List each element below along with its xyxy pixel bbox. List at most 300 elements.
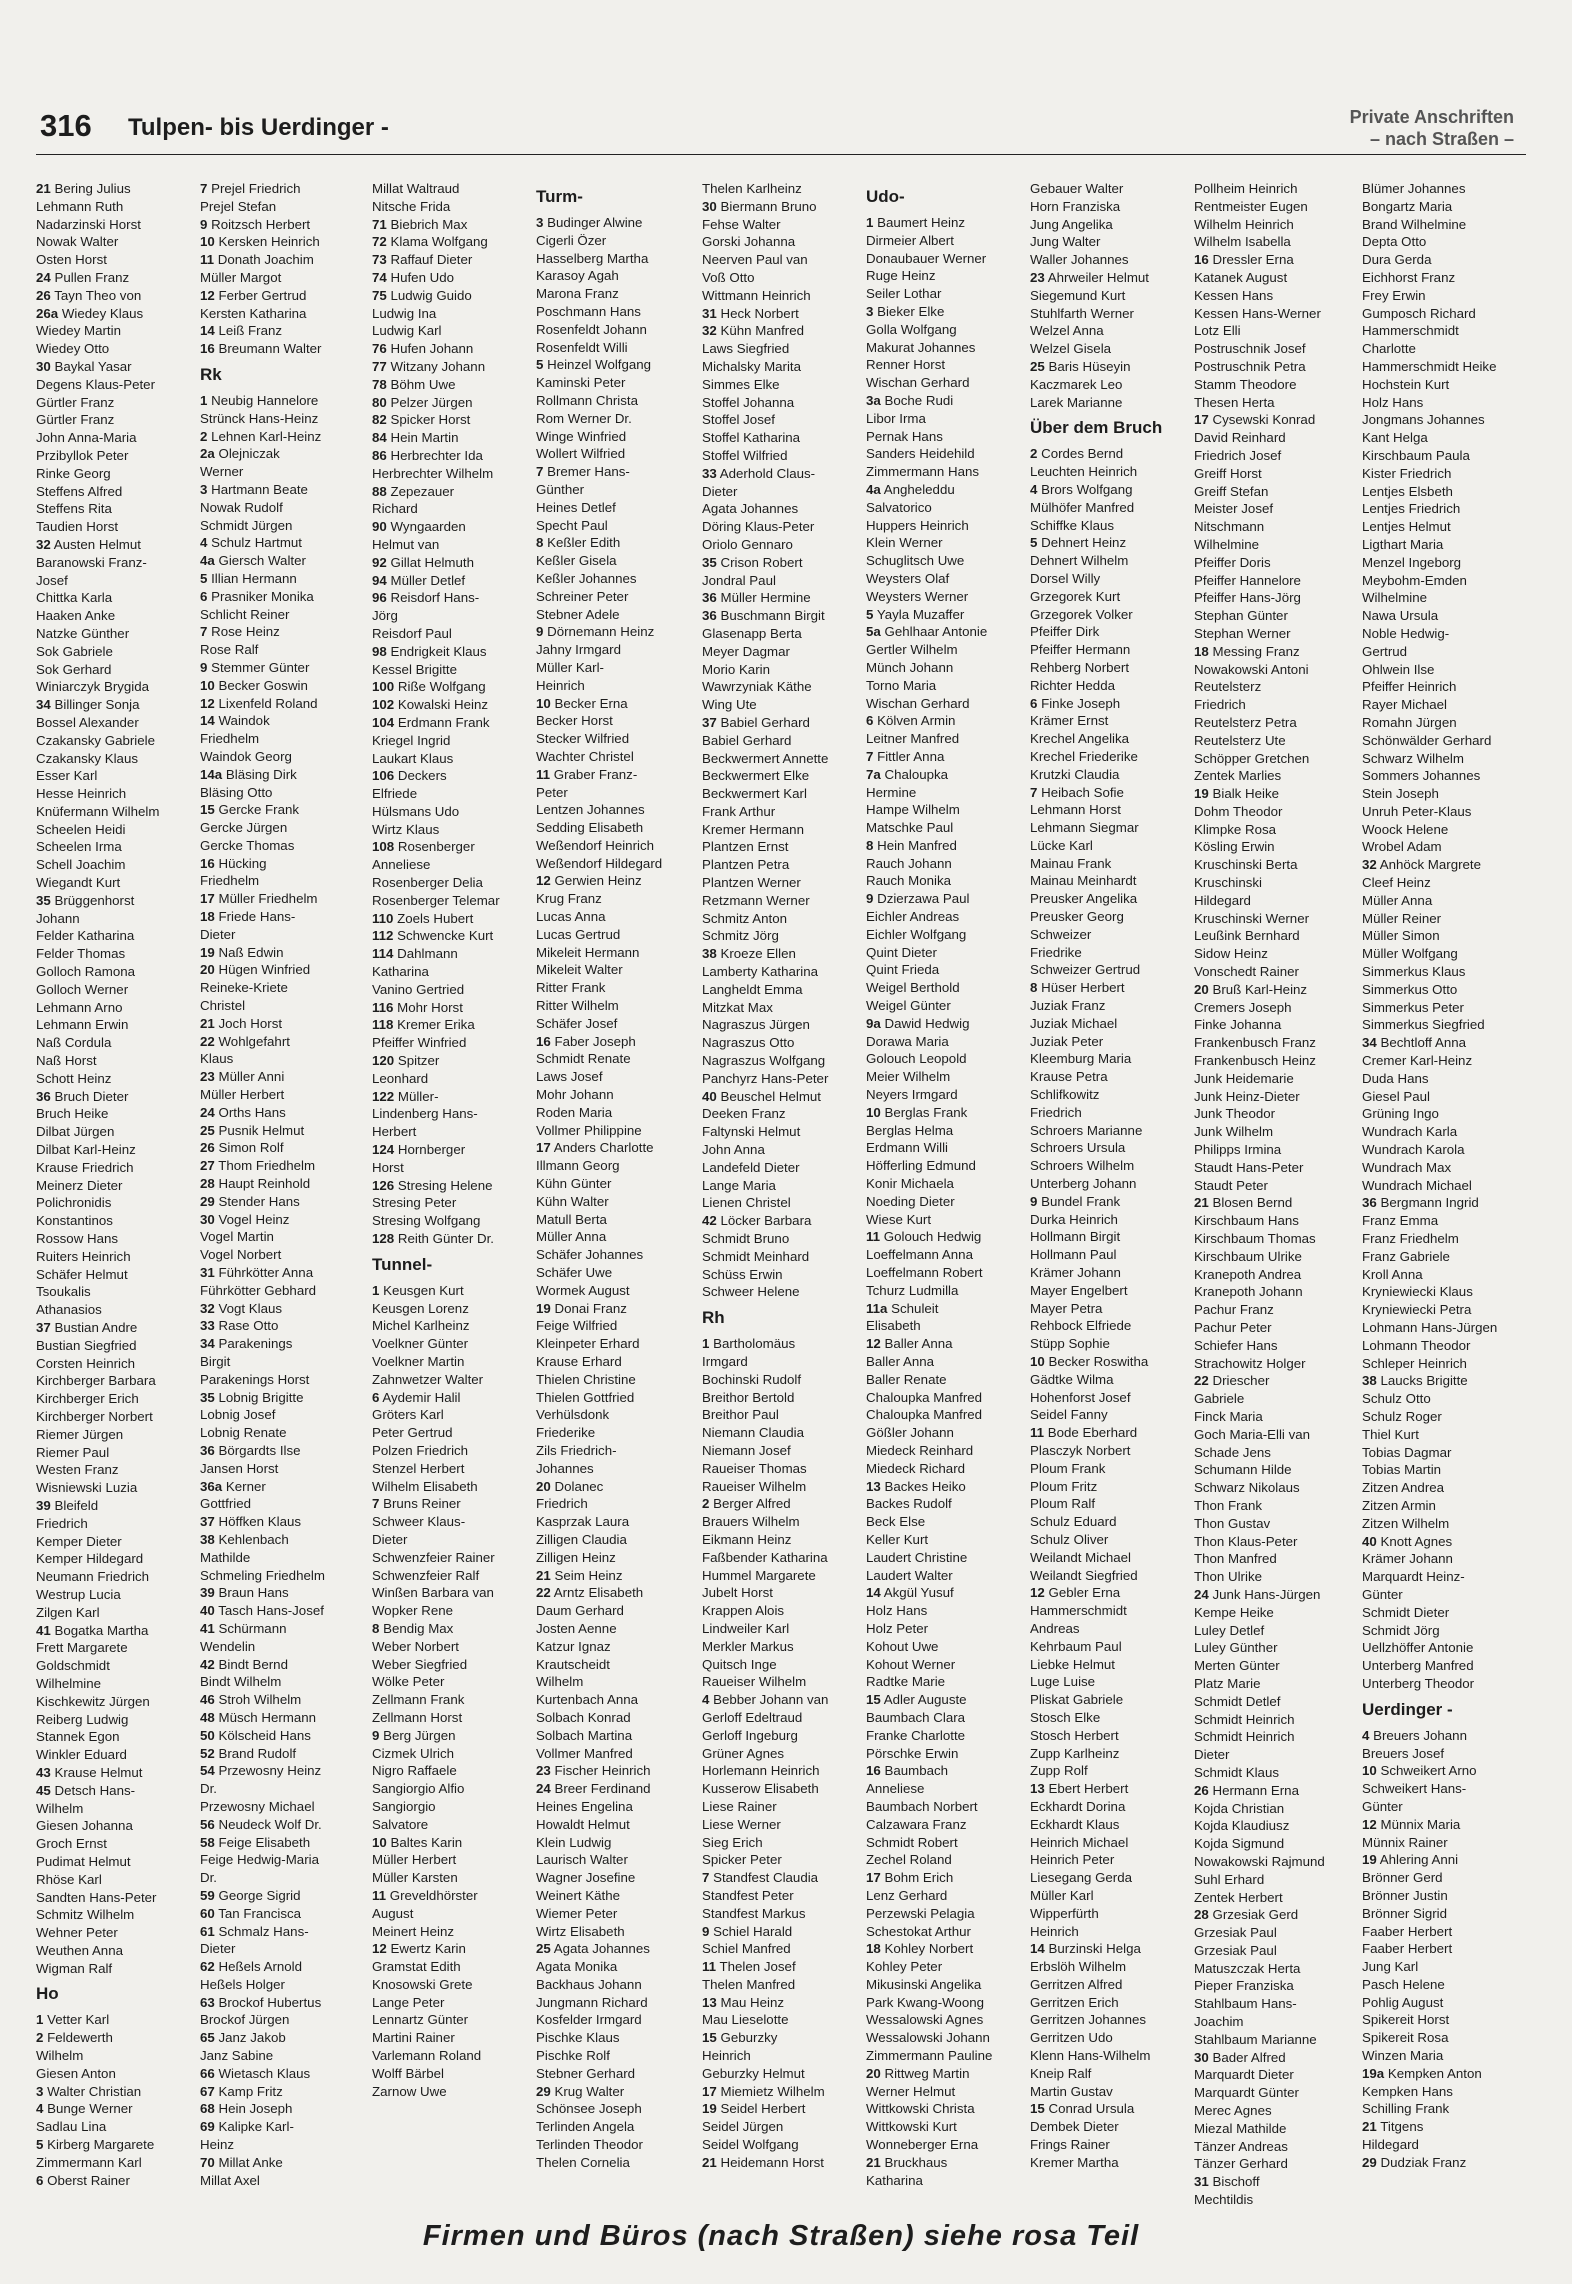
directory-entry: Neerven Paul van: [702, 252, 808, 268]
directory-entry: 104 Erdmann Frank: [372, 714, 490, 730]
directory-entry: Felder Thomas: [36, 946, 126, 962]
directory-entry: Mikusinski Angelika: [866, 1976, 982, 1992]
directory-entry: Schestokat Arthur: [866, 1923, 971, 1939]
directory-entry: Kant Helga: [1362, 430, 1428, 446]
directory-entry: Schöpper Gretchen: [1194, 750, 1310, 766]
directory-entry: Lienen Christel: [702, 1195, 791, 1211]
directory-entry: Laudert Christine: [866, 1549, 968, 1565]
directory-entry: 12 Gerwien Heinz: [536, 873, 642, 889]
house-number: 124: [372, 1142, 395, 1158]
directory-entry: Varlemann Roland: [372, 2048, 482, 2064]
directory-entry: Gerritzen Erich: [1030, 1994, 1119, 2010]
directory-entry: Faaber Herbert: [1362, 1923, 1453, 1939]
directory-entry: 39 Bleifeld: [36, 1497, 99, 1513]
house-number: 40: [702, 1088, 717, 1104]
directory-entry: Scheelen Heidi: [36, 821, 126, 837]
directory-entry: 16 Baumbach: [866, 1763, 949, 1779]
directory-entry: Parakenings Horst: [200, 1371, 310, 1387]
directory-entry: Lindweiler Karl: [702, 1620, 790, 1636]
column-2: [200, 180, 372, 2189]
directory-entry: Zilligen Heinz: [536, 1549, 616, 1565]
directory-entry: Dirmeier Albert: [866, 232, 954, 248]
directory-entry: Kremer Martha: [1030, 2154, 1119, 2170]
directory-entry: 9 Stemmer Günter: [200, 659, 310, 675]
directory-entry: Baumbach Norbert: [866, 1798, 978, 1814]
house-number: 5: [1030, 535, 1038, 551]
directory-entry: 122 Müller-: [372, 1088, 439, 1104]
directory-entry: 108 Rosenberger: [372, 839, 475, 855]
house-number: 90: [372, 519, 387, 535]
directory-entry: 28 Grzesiak Gerd: [1194, 1907, 1299, 1923]
directory-entry: Stenzel Herbert: [372, 1460, 465, 1476]
directory-entry: Müller Anna: [536, 1229, 607, 1245]
directory-entry: Wiegandt Kurt: [36, 875, 121, 891]
directory-entry: Wisniewski Luzia: [36, 1480, 138, 1496]
directory-entry: Lentjes Friedrich: [1362, 501, 1461, 517]
directory-entry: Agata Monika: [536, 1959, 618, 1975]
directory-entry: 42 Löcker Barbara: [702, 1213, 812, 1229]
directory-entry: 36 Bergmann Ingrid: [1362, 1195, 1479, 1211]
house-number: 15: [702, 2030, 717, 2046]
directory-entry: Pfeiffer Dirk: [1030, 624, 1100, 640]
directory-entry: 7 Fittler Anna: [866, 748, 945, 764]
directory-entry: Hummel Margarete: [702, 1567, 816, 1583]
directory-entry: Schwenzfeier Ralf: [372, 1567, 480, 1583]
directory-entry: Giesel Paul: [1362, 1088, 1430, 1104]
directory-entry: Knüfermann Wilhelm: [36, 803, 160, 819]
directory-entry: Schmitz Wilhelm: [36, 1907, 135, 1923]
house-number: 7: [200, 181, 208, 196]
house-number: 19: [702, 2101, 717, 2117]
directory-entry: Chaloupka Manfred: [866, 1389, 983, 1405]
directory-entry: Herbert: [372, 1124, 417, 1140]
directory-entry: Gertler Wilhelm: [866, 642, 958, 658]
directory-entry: Joachim: [1194, 2014, 1244, 2030]
directory-entry: Lange Peter: [372, 1994, 445, 2010]
directory-entry: 2 Feldewerth: [36, 2030, 113, 2046]
house-number: 12: [200, 695, 215, 711]
directory-entry: Ritter Frank: [536, 980, 606, 996]
directory-entry: Krause Friedrich: [36, 1159, 134, 1175]
directory-entry: 69 Kalipke Karl-: [200, 2119, 294, 2135]
directory-entry: Stamm Theodore: [1194, 376, 1297, 392]
directory-entry: Nowakowski Rajmund: [1194, 1853, 1325, 1869]
directory-entry: Weysters Olaf: [866, 570, 950, 586]
directory-entry: Marquardt Heinz-: [1362, 1569, 1465, 1585]
directory-entry: Dieter: [200, 1941, 236, 1957]
house-number: 26a: [36, 305, 59, 321]
directory-entry: Pfeiffer Hannelore: [1194, 572, 1301, 588]
directory-entry: Stüpp Sophie: [1030, 1336, 1110, 1352]
directory-entry: Irmgard: [702, 1354, 748, 1369]
directory-entry: Wiese Kurt: [866, 1211, 932, 1227]
directory-entry: Baranowski Franz-: [36, 554, 147, 570]
directory-entry: Elfriede: [372, 786, 418, 802]
directory-entry: Klein Werner: [866, 535, 943, 551]
directory-entry: Esser Karl: [36, 768, 98, 784]
directory-entry: Quint Frieda: [866, 962, 940, 978]
directory-entry: Katzur Ignaz: [536, 1638, 611, 1654]
directory-entry: 11 Greveldhörster: [372, 1887, 478, 1903]
directory-entry: Müller Simon: [1362, 928, 1440, 944]
directory-entry: Schmidt Bruno: [702, 1231, 790, 1247]
house-number: 16: [200, 341, 215, 357]
house-number: 32: [702, 323, 717, 339]
house-number: 110: [372, 910, 394, 926]
directory-entry: Katanek August: [1194, 269, 1288, 285]
house-number: 71: [372, 216, 387, 232]
directory-entry: Dorsel Willy: [1030, 570, 1101, 586]
directory-entry: Friedrike: [1030, 944, 1082, 960]
directory-entry: Liesegang Gerda: [1030, 1870, 1133, 1886]
directory-entry: Weigel Günter: [866, 998, 951, 1014]
directory-entry: Naß Horst: [36, 1053, 97, 1069]
directory-entry: Ludwig Karl: [372, 323, 442, 339]
section-title-line-2: – nach Straßen –: [1369, 129, 1514, 149]
directory-entry: Schulz Otto: [1362, 1391, 1431, 1407]
directory-entry: Kirchberger Barbara: [36, 1373, 156, 1389]
house-number: 18: [866, 1941, 881, 1957]
directory-entry: Friederike: [536, 1425, 596, 1441]
directory-entry: Millat Waltraud: [372, 181, 460, 196]
directory-entry: Postruschnik Petra: [1194, 358, 1306, 374]
directory-entry: Dr.: [200, 1781, 217, 1797]
directory-entry: Preusker Angelika: [1030, 891, 1138, 907]
house-number: 17: [1194, 412, 1209, 428]
house-number: 25: [200, 1122, 215, 1138]
directory-entry: Heinrich: [702, 2048, 751, 2064]
directory-entry: Nigro Raffaele: [372, 1763, 457, 1779]
directory-entry: Seiler Lothar: [866, 286, 942, 302]
house-number: 29: [200, 1193, 215, 1209]
directory-entry: Steffens Rita: [36, 501, 112, 517]
directory-entry: Berglas Helma: [866, 1122, 954, 1138]
directory-entry: Beckwermert Annette: [702, 750, 829, 766]
directory-entry: 5 Illian Hermann: [200, 570, 297, 586]
directory-entry: Depta Otto: [1362, 234, 1427, 250]
directory-entry: 35 Crison Robert: [702, 554, 803, 570]
directory-entry: Kremer Hermann: [702, 821, 804, 837]
directory-entry: Schmitz Jörg: [702, 928, 779, 944]
house-number: 11: [536, 766, 551, 782]
house-number: 23: [1030, 269, 1045, 285]
house-number: 21: [1362, 2119, 1377, 2135]
directory-entry: 33 Aderhold Claus-: [702, 465, 816, 481]
directory-entry: Heinrich: [1030, 1923, 1079, 1939]
directory-entry: Corsten Heinrich: [36, 1355, 136, 1371]
directory-entry: Schmidt Renate: [536, 1051, 631, 1067]
street-heading: Uerdinger -: [1362, 1699, 1453, 1719]
directory-entry: Steffens Alfred: [36, 483, 123, 499]
directory-entry: Stebner Gerhard: [536, 2065, 636, 2081]
house-number: 75: [372, 287, 387, 303]
house-number: 4: [1362, 1727, 1370, 1743]
directory-entry: Goch Maria-Elli van: [1194, 1426, 1311, 1442]
page-number: 316: [40, 108, 92, 143]
house-number: 17: [536, 1140, 551, 1156]
directory-entry: Wessalowski Agnes: [866, 2012, 984, 2028]
directory-entry: Meier Wilhelm: [866, 1069, 951, 1085]
directory-entry: Staudt Hans-Peter: [1194, 1159, 1304, 1175]
directory-entry: Hollmann Paul: [1030, 1247, 1117, 1263]
directory-entry: 25 Baris Hüseyin: [1030, 358, 1131, 374]
directory-entry: 19 Donai Franz: [536, 1300, 627, 1316]
directory-entry: 14 Leiß Franz: [200, 323, 283, 339]
directory-entry: 30 Bader Alfred: [1194, 2049, 1286, 2065]
directory-entry: Gercke Thomas: [200, 837, 295, 853]
directory-entry: Beckwermert Elke: [702, 768, 810, 784]
directory-entry: Stosch Elke: [1030, 1709, 1101, 1725]
directory-entry: Daum Gerhard: [536, 1603, 624, 1619]
directory-entry: Jansen Horst: [200, 1460, 279, 1476]
house-number: 19: [536, 1300, 551, 1316]
directory-entry: Winkler Eduard: [36, 1747, 127, 1763]
directory-entry: 126 Stresing Helene: [372, 1177, 493, 1193]
directory-entry: Wundrach Karla: [1362, 1124, 1458, 1140]
directory-entry: Kühn Günter: [536, 1176, 612, 1192]
directory-entry: Meinerz Dieter: [36, 1177, 123, 1193]
directory-entry: Leitner Manfred: [866, 731, 960, 747]
directory-entry: Kister Friedrich: [1362, 465, 1452, 481]
directory-entry: Lucas Gertrud: [536, 926, 621, 942]
directory-entry: Hampe Wilhelm: [866, 802, 960, 818]
directory-entry: Calzawara Franz: [866, 1816, 967, 1832]
house-number: 32: [200, 1300, 215, 1316]
directory-entry: 14 Akgül Yusuf: [866, 1585, 954, 1601]
directory-entry: 4 Brors Wolfgang: [1030, 481, 1133, 497]
directory-entry: David Reinhard: [1194, 430, 1286, 446]
directory-entry: Schönwälder Gerhard: [1362, 732, 1492, 748]
directory-entry: Kasprzak Laura: [536, 1514, 630, 1530]
directory-entry: 38 Kehlenbach: [200, 1531, 289, 1547]
directory-entry: Lotz Elli: [1194, 323, 1241, 339]
directory-entry: Kirschbaum Thomas: [1194, 1231, 1316, 1247]
directory-entry: Stoffel Johanna: [702, 394, 795, 410]
directory-entry: Rosenfeldt Johann: [536, 321, 647, 337]
house-number: 19: [1362, 1852, 1377, 1868]
directory-entry: 9 Bundel Frank: [1030, 1193, 1121, 1209]
directory-entry: Wundrach Karola: [1362, 1142, 1465, 1158]
directory-entry: 10 Baltes Karin: [372, 1834, 463, 1850]
directory-entry: Leonhard: [372, 1070, 429, 1086]
directory-entry: Wawrzyniak Käthe: [702, 679, 812, 695]
house-number: 38: [702, 946, 717, 962]
directory-entry: Lehmann Siegmar: [1030, 820, 1139, 836]
directory-entry: Schönsee Joseph: [536, 2101, 642, 2117]
directory-entry: Friedrich: [536, 1496, 588, 1512]
directory-entry: Schweer Klaus-: [372, 1514, 466, 1530]
house-number: 38: [200, 1531, 215, 1547]
directory-entry: Richter Hedda: [1030, 677, 1115, 693]
directory-entry: Plasczyk Norbert: [1030, 1442, 1131, 1458]
house-number: 8: [1030, 980, 1038, 996]
directory-entry: 19a Kempken Anton: [1362, 2065, 1482, 2081]
house-number: 34: [200, 1336, 215, 1352]
directory-entry: 15 Geburzky: [702, 2030, 778, 2046]
house-number: 12: [1362, 1816, 1377, 1832]
directory-entry: Schroers Wilhelm: [1030, 1158, 1135, 1174]
directory-entry: Illmann Georg: [536, 1158, 620, 1174]
directory-entry: Solbach Konrad: [536, 1709, 631, 1725]
house-number: 16: [536, 1033, 551, 1049]
directory-entry: Hesse Heinrich: [36, 786, 127, 802]
directory-entry: Kranepoth Andrea: [1194, 1266, 1302, 1282]
directory-entry: Postruschnik Josef: [1194, 341, 1306, 357]
directory-entry: Gerloff Edeltraud: [702, 1709, 803, 1725]
directory-entry: Marquardt Dieter: [1194, 2067, 1294, 2083]
directory-entry: 6 Kölven Armin: [866, 713, 956, 729]
directory-entry: Krämer Johann: [1030, 1265, 1121, 1281]
column-7: [1030, 180, 1202, 2172]
directory-entry: Katharina: [372, 964, 429, 980]
house-number: 72: [372, 234, 387, 250]
house-number: 36: [702, 590, 717, 606]
column-5: [702, 180, 874, 2172]
directory-entry: 6 Aydemir Halil: [372, 1389, 461, 1405]
directory-entry: Bläsing Otto: [200, 784, 273, 800]
directory-entry: Wischan Gerhard: [866, 375, 970, 391]
directory-entry: Tobias Dagmar: [1362, 1444, 1452, 1460]
directory-entry: Gößler Johann: [866, 1425, 954, 1441]
house-number: 5: [536, 357, 544, 373]
house-number: 13: [702, 1994, 717, 2010]
directory-entry: 52 Brand Rudolf: [200, 1745, 297, 1761]
directory-entry: Jung Walter: [1030, 234, 1101, 250]
directory-entry: Nagraszus Otto: [702, 1035, 795, 1051]
directory-entry: Fehse Walter: [702, 216, 781, 232]
directory-entry: 34 Billinger Sonja: [36, 697, 140, 713]
house-number: 16: [866, 1763, 881, 1779]
directory-entry: Kessen Hans: [1194, 287, 1274, 303]
directory-entry: Salvatorico: [866, 499, 932, 515]
directory-entry: Thelen Karlheinz: [702, 181, 802, 196]
directory-entry: 39 Braun Hans: [200, 1585, 289, 1601]
house-number: 23: [200, 1069, 215, 1085]
directory-entry: Schiel Manfred: [702, 1941, 791, 1957]
directory-entry: Laudert Walter: [866, 1567, 953, 1583]
directory-entry: Noble Hedwig-: [1362, 625, 1450, 641]
directory-entry: Kessel Brigitte: [372, 661, 457, 677]
house-number: 4: [1030, 481, 1038, 497]
house-number: 37: [702, 714, 717, 730]
directory-entry: Rosenfeldt Willi: [536, 339, 628, 355]
directory-entry: Kruschinski Werner: [1194, 910, 1310, 926]
directory-entry: Lentjes Elsbeth: [1362, 483, 1453, 499]
directory-entry: Loeffelmann Robert: [866, 1265, 983, 1281]
directory-entry: Golloch Werner: [36, 981, 129, 997]
house-number: 3a: [866, 392, 881, 408]
house-number: 96: [372, 590, 387, 606]
directory-entry: Grzesiak Paul: [1194, 1942, 1277, 1958]
directory-entry: Merec Agnes: [1194, 2103, 1272, 2119]
directory-entry: 36 Bruch Dieter: [36, 1088, 129, 1104]
house-number: 26: [200, 1140, 215, 1156]
directory-entry: Stannek Egon: [36, 1729, 120, 1745]
directory-entry: Schmidt Detlef: [1194, 1693, 1281, 1709]
directory-entry: Herbrechter Wilhelm: [372, 465, 494, 481]
directory-entry: Wopker Rene: [372, 1603, 454, 1619]
directory-entry: Friedhelm: [200, 873, 260, 889]
directory-entry: Waindok Georg: [200, 748, 292, 764]
directory-entry: 2 Cordes Bernd: [1030, 446, 1124, 462]
house-number: 36: [702, 608, 717, 624]
house-number: 22: [1194, 1373, 1209, 1389]
directory-entry: Michel Karlheinz: [372, 1318, 470, 1334]
directory-entry: 12 Münnix Maria: [1362, 1816, 1461, 1832]
house-number: 46: [200, 1692, 215, 1708]
directory-entry: Kirschbaum Paula: [1362, 447, 1470, 463]
directory-entry: Voß Otto: [702, 269, 755, 285]
directory-entry: Simmerkus Klaus: [1362, 964, 1466, 980]
house-number: 5: [866, 606, 874, 622]
directory-entry: 19 Seidel Herbert: [702, 2101, 806, 2117]
directory-entry: Rinke Georg: [36, 465, 111, 481]
directory-entry: Schulz Eduard: [1030, 1514, 1117, 1530]
house-number: 21: [1194, 1195, 1209, 1211]
directory-entry: Gerritzen Udo: [1030, 2030, 1113, 2046]
directory-entry: Merten Günter: [1194, 1658, 1280, 1674]
directory-entry: 118 Kremer Erika: [372, 1017, 475, 1033]
directory-entry: Faßbender Katharina: [702, 1549, 828, 1565]
directory-entry: Brand Wilhelmine: [1362, 216, 1467, 232]
house-number: 7: [702, 1870, 710, 1886]
house-number: 7: [372, 1496, 380, 1512]
directory-entry: Schroers Marianne: [1030, 1122, 1143, 1138]
house-number: 48: [200, 1709, 215, 1725]
directory-entry: Wilhelm: [36, 2048, 84, 2064]
directory-entry: Eckhardt Klaus: [1030, 1816, 1120, 1832]
directory-entry: 36 Buschmann Birgit: [702, 608, 825, 624]
house-number: 21: [866, 2154, 881, 2170]
directory-entry: Franz Gabriele: [1362, 1248, 1450, 1264]
directory-entry: 3 Hartmann Beate: [200, 481, 308, 497]
directory-entry: Holz Hans: [866, 1603, 928, 1619]
directory-entry: Wiedey Martin: [36, 323, 121, 339]
directory-entry: Baller Renate: [866, 1371, 947, 1387]
house-number: 10: [1362, 1763, 1377, 1779]
directory-entry: Rauch Johann: [866, 855, 952, 871]
directory-entry: Morio Karin: [702, 661, 770, 677]
directory-entry: Frankenbusch Heinz: [1194, 1053, 1316, 1069]
directory-entry: Wirtz Klaus: [372, 821, 440, 837]
directory-entry: Neumann Friedrich: [36, 1569, 150, 1585]
house-number: 14: [200, 323, 215, 339]
directory-entry: Czakansky Klaus: [36, 750, 138, 766]
house-number: 30: [36, 358, 51, 374]
directory-entry: Romahn Jürgen: [1362, 714, 1457, 730]
directory-entry: Franz Friedhelm: [1362, 1231, 1459, 1247]
directory-entry: Krutzki Claudia: [1030, 766, 1120, 782]
directory-entry: Schilling Frank: [1362, 2101, 1450, 2117]
house-number: 128: [372, 1231, 395, 1247]
directory-entry: Martini Rainer: [372, 2030, 455, 2046]
house-number: 31: [1194, 2174, 1209, 2190]
house-number: 3: [536, 215, 544, 230]
directory-entry: 13 Ebert Herbert: [1030, 1781, 1129, 1797]
directory-entry: Kirschbaum Ulrike: [1194, 1248, 1302, 1264]
directory-entry: 17 Bohm Erich: [866, 1870, 954, 1886]
house-number: 14: [866, 1585, 881, 1601]
house-number: 70: [200, 2154, 215, 2170]
directory-entry: Hochstein Kurt: [1362, 376, 1450, 392]
directory-entry: Spikereit Rosa: [1362, 2030, 1449, 2046]
house-number: 30: [1194, 2049, 1209, 2065]
directory-entry: Gröters Karl: [372, 1407, 444, 1423]
house-number: 5: [200, 570, 208, 586]
directory-entry: Kaczmarek Leo: [1030, 376, 1123, 392]
directory-entry: 24 Breer Ferdinand: [536, 1781, 651, 1797]
directory-entry: Landefeld Dieter: [702, 1159, 800, 1175]
